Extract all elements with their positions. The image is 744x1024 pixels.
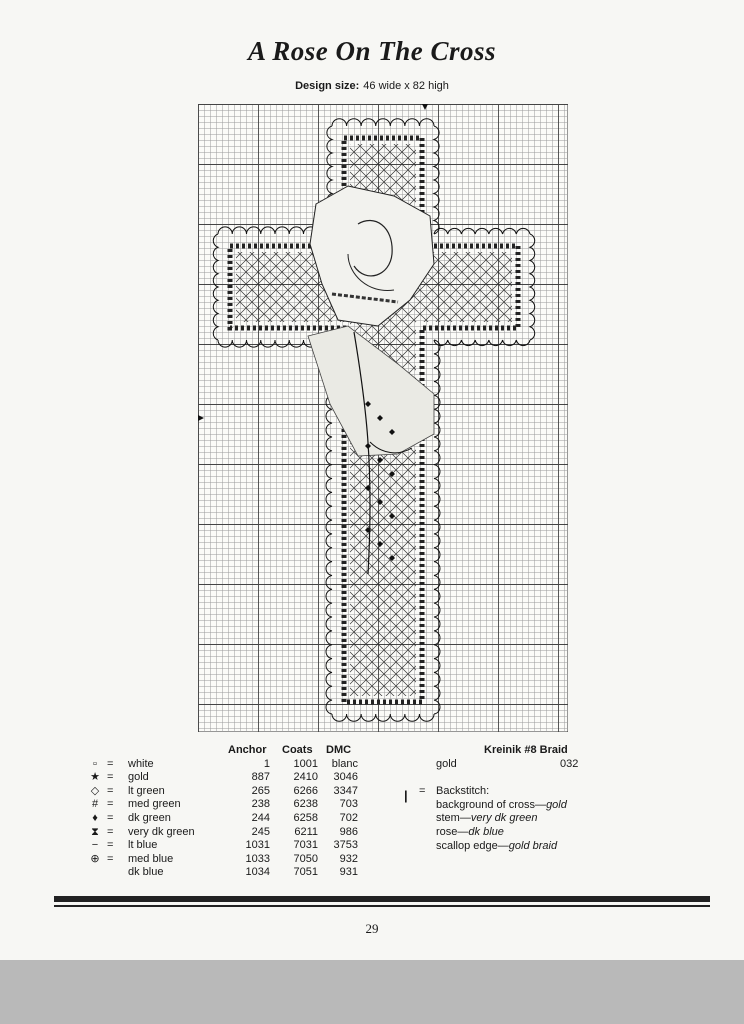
backstitch-item bbox=[400, 812, 590, 826]
stitch-symbol: # bbox=[91, 798, 99, 811]
color-name: dk green bbox=[128, 811, 171, 824]
equals: = bbox=[107, 784, 114, 797]
coats-number: 6266 bbox=[293, 784, 318, 797]
color-name: white bbox=[128, 757, 154, 770]
color-name: med green bbox=[128, 798, 181, 811]
backstitch-line-icon: | bbox=[404, 788, 408, 804]
backstitch-item bbox=[400, 799, 590, 813]
dmc-number: 3046 bbox=[333, 771, 358, 784]
legend-row bbox=[88, 826, 380, 840]
equals: = bbox=[107, 798, 114, 811]
design-size-value: 46 wide x 82 high bbox=[363, 80, 449, 92]
color-name: med blue bbox=[128, 852, 174, 865]
design-size-label: Design size: bbox=[295, 80, 360, 92]
stitch-symbol: ★ bbox=[90, 771, 100, 784]
color-name: gold bbox=[128, 771, 149, 784]
legend-row bbox=[88, 785, 380, 799]
dmc-number: 932 bbox=[339, 852, 358, 865]
kreinik-row bbox=[400, 758, 590, 772]
color-name: lt green bbox=[128, 784, 165, 797]
dmc-number: 702 bbox=[339, 811, 358, 824]
legend-header-anchor: Anchor bbox=[228, 744, 267, 756]
stitch-symbol: ◇ bbox=[90, 784, 100, 797]
color-name: dk blue bbox=[128, 866, 164, 879]
equals: = bbox=[107, 811, 114, 824]
anchor-number: 887 bbox=[251, 771, 270, 784]
coats-number: 6238 bbox=[293, 798, 318, 811]
backstitch-item-text: stem— bbox=[436, 812, 471, 825]
anchor-number: 244 bbox=[251, 811, 270, 824]
backstitch-item-note: dk blue bbox=[468, 825, 504, 838]
kreinik-number: 032 bbox=[560, 757, 579, 770]
backstitch-item-note: gold bbox=[546, 798, 567, 811]
dmc-number: 986 bbox=[339, 825, 358, 838]
legend-row bbox=[88, 758, 380, 772]
equals: = bbox=[107, 852, 114, 865]
dmc-number: 3347 bbox=[333, 784, 358, 797]
floss-legend bbox=[88, 744, 380, 880]
equals: = bbox=[107, 825, 114, 838]
legend-row bbox=[88, 839, 380, 853]
coats-number: 6211 bbox=[294, 825, 318, 838]
footer-rule-thick bbox=[54, 896, 710, 902]
design-size bbox=[0, 80, 744, 92]
backstitch-label: Backstitch: bbox=[436, 785, 490, 798]
cross-stitch-chart bbox=[198, 104, 568, 732]
legend-row bbox=[88, 866, 380, 880]
backstitch-item-text: background of cross— bbox=[436, 798, 547, 811]
color-name: very dk green bbox=[128, 825, 195, 838]
legend-header-dmc: DMC bbox=[326, 744, 352, 756]
stitch-symbol: ▫ bbox=[93, 757, 97, 770]
stitch-symbol: ⧗ bbox=[91, 825, 99, 838]
backstitch-item bbox=[400, 840, 590, 854]
legend-row bbox=[88, 771, 380, 785]
coats-number: 7031 bbox=[293, 839, 318, 852]
coats-number: 2410 bbox=[293, 771, 318, 784]
dmc-number: 931 bbox=[339, 866, 358, 879]
dmc-number: 3753 bbox=[333, 839, 358, 852]
backstitch-item-text: rose— bbox=[436, 825, 469, 838]
backstitch-item-note: very dk green bbox=[470, 812, 538, 825]
kreinik-header: Kreinik #8 Braid bbox=[484, 744, 568, 756]
kreinik-color-name: gold bbox=[436, 757, 457, 770]
legend-row bbox=[88, 812, 380, 826]
footer-rule-thin bbox=[54, 905, 710, 907]
dmc-number: 703 bbox=[339, 798, 358, 811]
chart-grid bbox=[198, 104, 568, 732]
legend-row bbox=[88, 798, 380, 812]
braid-and-backstitch-legend bbox=[400, 744, 590, 853]
coats-number: 6258 bbox=[293, 811, 318, 824]
anchor-number: 238 bbox=[251, 798, 270, 811]
backstitch-block bbox=[400, 785, 590, 853]
color-name: lt blue bbox=[128, 839, 158, 852]
dmc-number: blanc bbox=[331, 757, 358, 770]
anchor-number: 1034 bbox=[245, 866, 270, 879]
stitch-symbol: ⊕ bbox=[90, 852, 100, 865]
legend-row bbox=[88, 853, 380, 867]
equals: = bbox=[107, 757, 114, 770]
backstitch-item-text: scallop edge— bbox=[436, 839, 509, 852]
anchor-number: 1031 bbox=[245, 839, 270, 852]
anchor-number: 265 bbox=[251, 784, 270, 797]
backstitch-item bbox=[400, 826, 590, 840]
equals: = bbox=[107, 771, 114, 784]
anchor-number: 245 bbox=[251, 825, 270, 838]
anchor-number: 1 bbox=[263, 757, 270, 770]
legend-header-coats: Coats bbox=[282, 744, 313, 756]
stitch-symbol: ♦ bbox=[92, 811, 98, 824]
page-number: 29 bbox=[365, 921, 379, 936]
page-title: A Rose On The Cross bbox=[247, 36, 497, 66]
legend-header bbox=[88, 744, 380, 758]
coats-number: 7050 bbox=[293, 852, 318, 865]
equals: = bbox=[419, 785, 426, 798]
coats-number: 7051 bbox=[293, 866, 318, 879]
backstitch-item-note: gold braid bbox=[508, 839, 558, 852]
anchor-number: 1033 bbox=[245, 852, 270, 865]
coats-number: 1001 bbox=[293, 757, 318, 770]
equals: = bbox=[107, 839, 114, 852]
stitch-symbol: − bbox=[91, 839, 99, 852]
